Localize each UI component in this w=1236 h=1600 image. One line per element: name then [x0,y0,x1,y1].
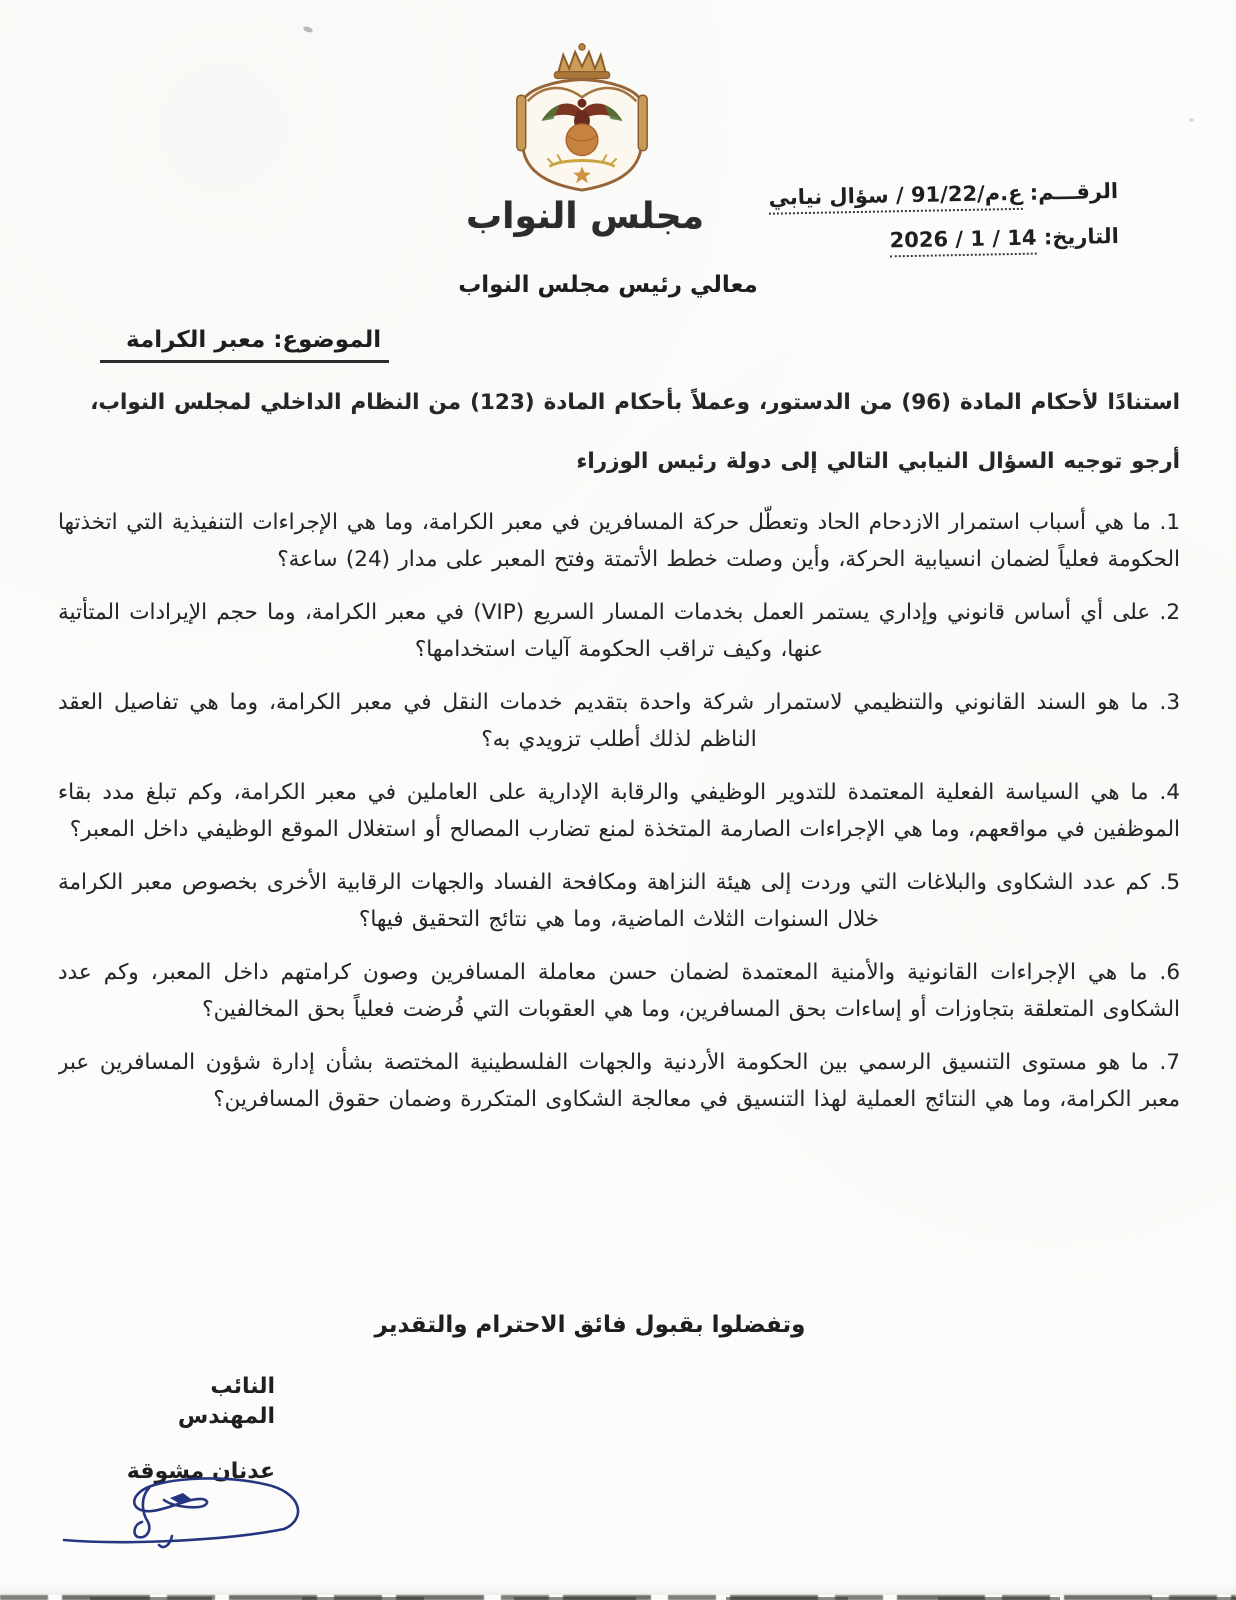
question-paragraph-4: 4. ما هي السياسة الفعلية المعتمدة للتدوير الوظيفي والرقابة الإدارية على العاملين في معبر الكرامة، وكم تبلغ مدد بقاء الموظفين في مواقعهم، وما هي الإجراءات الصارمة المتخذة لمنع تضارب المصالح أو استغلال الموقع الوظيفي داخل المعبر؟ [58,780,1180,842]
signatory-title: النائب المهندس [177,1374,275,1429]
question-paragraph-1: 1. ما هي أسباب استمرار الازدحام الحاد وتعطّل حركة المسافرين في معبر الكرامة، وما هي الإجراءات التنفيذية التي اتخذتها الحكومة فعلياً لضمان انسيابية الحركة، وأين وصلت خطط الأتمتة وفتح المعبر على مدار (24) ساعة؟ [58,510,1180,572]
signatory-name: عدنان مشوقة [126,1459,275,1484]
question-paragraph-5: 5. كم عدد الشكاوى والبلاغات التي وردت إلى هيئة النزاهة ومكافحة الفساد والجهات الرقابية الأخرى بخصوص معبر الكرامة خلال السنوات الثلاث الماضية، وما هي نتائج التحقيق فيها؟ [58,870,1180,932]
scan-speck [1189,118,1194,122]
scan-speck [302,26,313,34]
reference-number-value: ع.م/91/22 / سؤال نيابي [768,181,1022,215]
date-value: 14 / 1 / 2026 [889,226,1036,258]
question-paragraph-6: 6. ما هي الإجراءات القانونية والأمنية المعتمدة لضمان حسن معاملة المسافرين وصون كرامتهم داخل المعبر، وكم عدد الشكاوى المتعلقة بتجاوزات أو إساءات بحق المسافرين، وما هي العقوبات التي فُرضت فعلياً بحق المخالفين؟ [58,960,1180,1022]
question-paragraph-7: 7. ما هو مستوى التنسيق الرسمي بين الحكومة الأردنية والجهات الفلسطينية المختصة بشأن إدارة شؤون المسافرين عبر معبر الكرامة، وما هي النتائج العملية لهذا التنسيق في معالجة الشكاوى المتكررة وضمان حقوق المسافرين؟ [58,1050,1180,1112]
addressee-text: معالي رئيس مجلس النواب [458,272,758,298]
reference-number-label: الرقـــم: [1029,179,1118,205]
scan-edge-smudge [0,1583,1236,1595]
letter-body [58,384,1180,1306]
date-label: التاريخ: [1043,223,1119,250]
closing-line: وتفضلوا بقبول فائق الاحترام والتقدير [374,1312,806,1338]
jordan-royal-crest-icon [497,40,667,198]
reference-block [768,176,1119,258]
handwritten-signature [52,1452,317,1557]
reference-number-line [768,176,1118,213]
request-line: أرجو توجيه السؤال النيابي التالي إلى دولة رئيس الوزراء [576,449,1180,474]
subject-line: الموضوع: معبر الكرامة [100,327,389,363]
question-paragraph-2: 2. على أي أساس قانوني وإداري يستمر العمل بخدمات المسار السريع (VIP) في معبر الكرامة، وما حجم الإيرادات المتأتية عنها، وكيف تراقب الحكومة آليات استخدامها؟ [58,600,1180,662]
addressee-title [0,272,1236,298]
date-line [769,221,1119,258]
question-paragraph-3: 3. ما هو السند القانوني والتنظيمي لاستمرار شركة واحدة بتقديم خدمات النقل في معبر الكرامة، وما هي تفاصيل العقد الناظم لذلك أطلب تزويدي به؟ [58,690,1180,752]
parliament-logo-script: مجلس النواب [466,196,704,237]
preamble-paragraph: استنادًا لأحكام المادة (96) من الدستور، وعملاً بأحكام المادة (123) من النظام الداخلي لمجلس النواب، [90,390,1180,415]
